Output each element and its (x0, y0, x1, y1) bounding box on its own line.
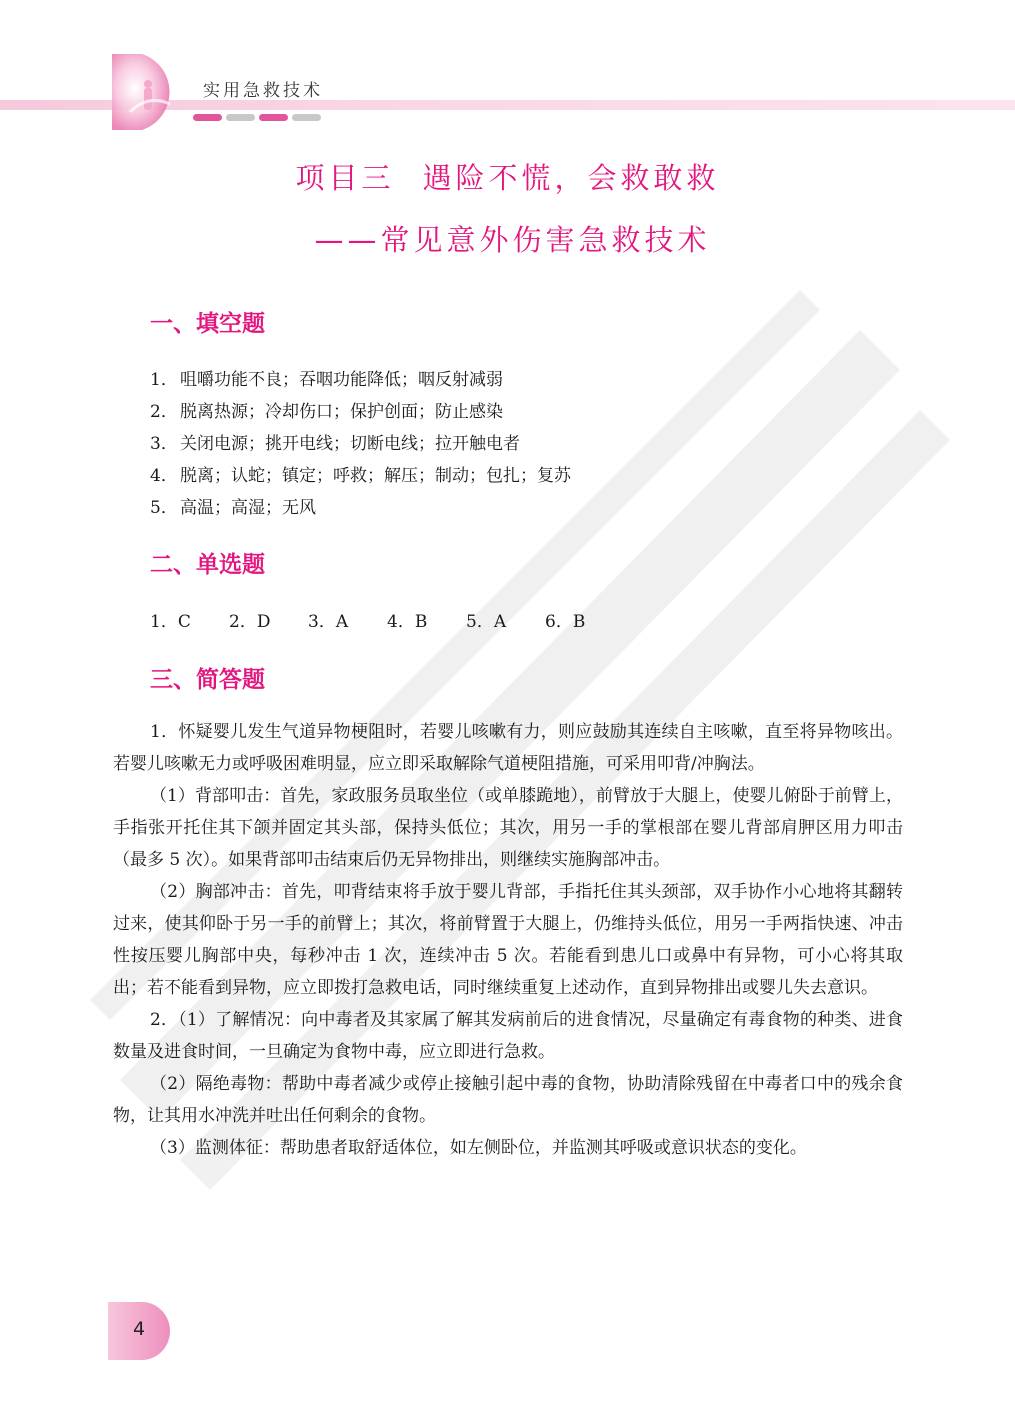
choice-answer: 3．A (308, 612, 349, 632)
header-dash (226, 114, 255, 121)
series-title: 实用急救技术 (203, 81, 323, 101)
page-number: 4 (132, 1318, 146, 1340)
section-heading-fill-blank: 一、填空题 (150, 310, 265, 337)
list-item (150, 492, 571, 524)
section-heading-short-answer: 三、简答题 (150, 666, 265, 693)
item-number: 1． (150, 370, 178, 390)
choice-answer: 4．B (387, 612, 428, 632)
section-heading-single-choice: 二、单选题 (150, 551, 265, 578)
list-item (150, 428, 571, 460)
answer-paragraph: （1）背部叩击：首先，家政服务员取坐位（或单膝跪地），前臂放于大腿上，使婴儿俯卧于前臂上，手指张开托住其下颌并固定其头部，保持头低位；其次，用另一手的掌根部在婴儿背部肩胛区用力叩击（最多 5 次）。如果背部叩击结束后仍无异物排出，则继续实施胸部冲击。 (113, 786, 903, 870)
fill-blank-list (150, 364, 571, 524)
list-item (150, 460, 571, 492)
list-item (150, 364, 571, 396)
choice-answer: 5．A (466, 612, 507, 632)
list-item (150, 396, 571, 428)
header-dash (193, 114, 222, 121)
item-number: 5． (150, 498, 178, 518)
short-answer-body (113, 716, 903, 1164)
choice-answer: 1．C (150, 612, 191, 632)
page-header (0, 0, 1015, 140)
header-dash (259, 114, 288, 121)
choice-answer: 6．B (545, 612, 586, 632)
project-label: 项目三 (295, 161, 395, 195)
project-subtitle: ——常见意外伤害急救技术 (314, 223, 711, 257)
item-number: 4． (150, 466, 178, 486)
answer-paragraph: 1．怀疑婴儿发生气道异物梗阻时，若婴儿咳嗽有力，则应鼓励其连续自主咳嗽，直至将异物咳出。若婴儿咳嗽无力或呼吸困难明显，应立即采取解除气道梗阻措施，可采用叩背/冲胸法。 (113, 722, 903, 774)
item-text: 关闭电源；挑开电线；切断电线；拉开触电者 (180, 434, 520, 454)
project-title (0, 156, 1015, 197)
answer-paragraph: （2）胸部冲击：首先，叩背结束将手放于婴儿背部，手指托住其头颈部，双手协作小心地将其翻转过来，使其仰卧于另一手的前臂上；其次，将前臂置于大腿上，仍维持头低位，用另一手两指快速、冲击性按压婴儿胸部中央，每秒冲击 1 次，连续冲击 5 次。若能看到患儿口或鼻中有异物，可小心将其取出；若不能看到异物，应立即拨打急救电话，同时继续重复上述动作，直到异物排出或婴儿失去意识。 (113, 882, 903, 998)
item-number: 2． (150, 402, 178, 422)
project-slogan: 遇险不慌，会救敢救 (422, 161, 720, 195)
header-dash (292, 114, 321, 121)
item-text: 高温；高湿；无风 (180, 498, 316, 518)
single-choice-answers (150, 607, 624, 632)
chapter-logo-icon (100, 42, 190, 132)
item-text: 脱离热源；冷却伤口；保护创面；防止感染 (180, 402, 503, 422)
answer-paragraph: （2）隔绝毒物：帮助中毒者减少或停止接触引起中毒的食物，协助清除残留在中毒者口中的残余食物，让其用水冲洗并吐出任何剩余的食物。 (113, 1074, 903, 1126)
item-text: 脱离；认蛇；镇定；呼救；解压；制动；包扎；复苏 (180, 466, 571, 486)
item-text: 咀嚼功能不良；吞咽功能降低；咽反射减弱 (180, 370, 503, 390)
answer-paragraph: 2．（1）了解情况：向中毒者及其家属了解其发病前后的进食情况，尽量确定有毒食物的种类、进食数量及进食时间，一旦确定为食物中毒，应立即进行急救。 (113, 1010, 903, 1062)
header-dashes (193, 114, 321, 121)
choice-answer: 2．D (229, 612, 271, 632)
item-number: 3． (150, 434, 178, 454)
answer-paragraph: （3）监测体征：帮助患者取舒适体位，如左侧卧位，并监测其呼吸或意识状态的变化。 (150, 1138, 807, 1158)
